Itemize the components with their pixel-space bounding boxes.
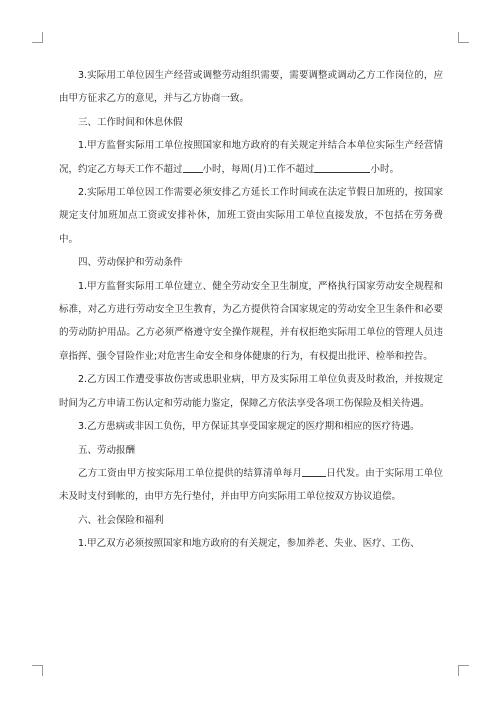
crop-mark-bottom-left bbox=[32, 665, 43, 676]
heading-insurance: 六、社会保险和福利 bbox=[78, 514, 164, 526]
blank-daily-hours bbox=[183, 162, 203, 173]
paragraph-wage: 乙方工资由甲方按实际用工单位提供的结算清单每月 日代发。由于实际用工单位未及时支付到帐的，由甲方先行垫付，并由甲方向实际用工单位按双方协议追偿。 bbox=[59, 467, 443, 503]
crop-mark-bottom-right bbox=[458, 665, 469, 676]
paragraph-injury: 2.乙方因工作遭受事故伤害或患职业病，甲方及实际用工单位负责及时救治，并按规定时间为乙方申请工伤认定和劳动能力鉴定，保障乙方依法享受各项工伤保险及相关待遇。 bbox=[59, 374, 443, 409]
document-page bbox=[59, 64, 443, 556]
paragraph-job-adjustment: 3.实际用工单位因生产经营或调整劳动组织需要，需要调整或调动乙方工作岗位的，应由甲方征求乙方的意见，并与乙方协商一致。 bbox=[59, 70, 443, 105]
crop-mark-top-left bbox=[32, 32, 43, 43]
heading-labor-protection: 四、劳动保护和劳动条件 bbox=[78, 257, 183, 269]
heading-pay: 五、劳动报酬 bbox=[78, 444, 136, 456]
blank-pay-day bbox=[302, 466, 326, 477]
paragraph-overtime: 2.实际用工单位因工作需要必须安排乙方延长工作时间或在法定节假日加班的，按国家规定支付加班加点工资或安排补休，加班工资由实际用工单位直接发放，不包括在劳务费中。 bbox=[59, 187, 443, 245]
blank-weekly-hours bbox=[314, 162, 370, 173]
paragraph-insurance: 1.甲乙双方必须按照国家和地方政府的有关规定，参加养老、失业、医疗、工伤、 bbox=[78, 538, 420, 550]
paragraph-working-hours: 1.甲方监督实际用工单位按照国家和地方政府的有关规定并结合本单位实际生产经营情况，约定乙方每天工作不超过 小时，每周(月)工作不超过 小时。 bbox=[59, 140, 443, 175]
paragraph-illness: 3.乙方患病或非因工负伤，甲方保证其享受国家规定的医疗期和相应的医疗待遇。 bbox=[78, 421, 420, 433]
heading-work-time: 三、工作时间和休息休假 bbox=[78, 116, 183, 128]
paragraph-safety: 1.甲方监督实际用工单位建立、健全劳动安全卫生制度，严格执行国家劳动安全规程和标准，对乙方进行劳动安全卫生教育，为乙方提供符合国家规定的劳动安全卫生条件和必要的劳动防护用品。乙方必须严格遵守安全操作规程，并有权拒绝实际用工单位的管理人员违章指挥、强令冒险作业;对危害生命安全和身体健康的行为，有权提出批评、检举和控告。 bbox=[59, 280, 443, 362]
crop-mark-top-right bbox=[458, 32, 469, 43]
